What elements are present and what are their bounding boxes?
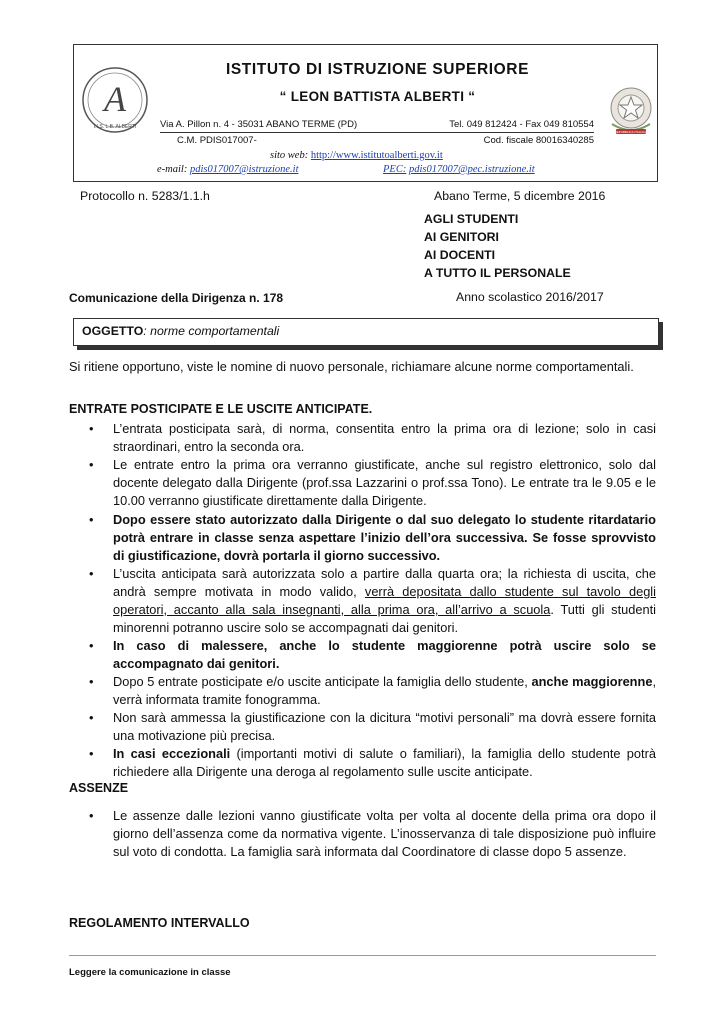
section-title-break-rules: REGOLAMENTO INTERVALLO (69, 916, 250, 930)
list-item-text: Non sarà ammessa la giustificazione con la dicitura “motivi personali” ma dovrà essere fornita una motivazione più precisa. (113, 710, 656, 743)
recipient-staff: A TUTTO IL PERSONALE (424, 266, 571, 280)
website-link[interactable]: http://www.istitutoalberti.gov.it (310, 150, 443, 161)
protocol-number: Protocollo n. 5283/1.1.h (80, 189, 210, 203)
school-address: Via A. Pillon n. 4 - 35031 ABANO TERME (PD) (160, 119, 358, 130)
list-item (89, 807, 656, 879)
bullet-icon: • (89, 638, 94, 653)
email-group (157, 164, 299, 175)
footer-divider (69, 955, 656, 956)
pec-link[interactable]: pdis017007@pec.istruzione.it (408, 164, 535, 175)
list-item (89, 673, 656, 709)
bold-text: In casi eccezionali (113, 746, 231, 761)
text-part: L’uscita anticipata sarà autorizzata solo a partire dalla quarta ora; la richiesta di uscita, che andrà sempre motivata in modo valido, (113, 566, 656, 599)
bullet-icon: • (89, 674, 94, 689)
text-part: Dopo 5 entrate posticipate e/o uscite anticipate la famiglia dello studente, (113, 674, 532, 689)
svg-text:A: A (104, 79, 126, 119)
website-line (270, 150, 443, 161)
list-item (89, 745, 656, 781)
bullet-icon: • (89, 457, 94, 472)
svg-text:I.I.S. L.B. ALBERTI: I.I.S. L.B. ALBERTI (93, 124, 137, 130)
list-item (89, 637, 656, 673)
recipient-parents: AI GENITORI (424, 230, 499, 244)
email-line (157, 164, 567, 178)
communication-number: Comunicazione della Dirigenza n. 178 (69, 291, 284, 305)
underlined-text: verrà depositata dallo studente sul tavolo degli operatori, accanto alla sala insegnanti, alla prima ora, all’arrivo a scuola (113, 584, 656, 617)
bullet-icon: • (89, 710, 94, 725)
pec-label: PEC: (383, 164, 407, 175)
bold-text: anche maggiorenne (531, 674, 653, 689)
svg-text:REPUBBLICA ITALIANA: REPUBBLICA ITALIANA (614, 130, 648, 134)
subject-box (73, 318, 659, 346)
school-name: “ LEON BATTISTA ALBERTI “ (279, 89, 476, 104)
place-date: Abano Terme, 5 dicembre 2016 (434, 189, 606, 203)
list-item (89, 420, 656, 456)
school-cm-code: C.M. PDIS017007- (177, 135, 257, 146)
website-label: sito web: (270, 150, 309, 161)
intro-paragraph: Si ritiene opportuno, viste le nomine di nuovo personale, richiamare alcune norme comportamentali. (69, 359, 634, 374)
school-logo (78, 66, 152, 136)
list-item-text (113, 673, 656, 709)
subject-text: : norme comportamentali (143, 324, 280, 338)
italian-republic-emblem (606, 78, 656, 148)
list-item-text: Dopo essere stato autorizzato dalla Dirigente o dal suo delegato lo studente ritardatario potrà entrare in classe senza aspettare l’inizio dell’ora successiva. Se fosse sprovvisto di giustificazione, dovrà portarla il giorno successivo. (113, 512, 656, 563)
bullet-icon: • (89, 746, 94, 761)
footer-note: Leggere la comunicazione in classe (69, 967, 231, 978)
school-type: ISTITUTO DI ISTRUZIONE SUPERIORE (225, 61, 530, 78)
list-item (89, 511, 656, 565)
section-title-entrances-exits: ENTRATE POSTICIPATE E LE USCITE ANTICIPATE. (69, 402, 373, 416)
list-item-text (113, 565, 656, 637)
email-label: e-mail: (157, 164, 188, 175)
list-item (89, 456, 656, 510)
subject (82, 324, 279, 338)
school-tax-code: Cod. fiscale 80016340285 (483, 135, 594, 146)
bullet-icon: • (89, 512, 94, 527)
bullet-icon: • (89, 566, 94, 581)
school-phone-fax: Tel. 049 812424 - Fax 049 810554 (449, 119, 594, 130)
bullet-icon: • (89, 808, 94, 823)
list-item-text: L’entrata posticipata sarà, di norma, consentita entro la prima ora di lezione; solo in casi straordinari, entro la seconda ora. (113, 421, 656, 454)
list-item-text: Le entrate entro la prima ora verranno giustificate, anche sul registro elettronico, solo dal docente delegato dalla Dirigente (prof.ssa Lazzarini o prof.ssa Tono). Le entrate tra le 9.05 e le 10.00 verranno giustificate direttamente dalla Dirigente. (113, 457, 656, 508)
recipient-students: AGLI STUDENTI (424, 212, 519, 226)
list-item-text: In caso di malessere, anche lo studente maggiorenne potrà uscire solo se accompagnato dai genitori. (113, 638, 656, 671)
section-title-absences: ASSENZE (69, 781, 129, 795)
text-part: . Tutti gli studenti minorenni potranno uscire solo se accompagnati dai genitori. (113, 602, 656, 635)
school-year: Anno scolastico 2016/2017 (456, 290, 604, 304)
address-line (160, 119, 594, 133)
list-item-text: Le assenze dalle lezioni vanno giustificate volta per volta al docente della prima ora dopo il giorno dell’assenza come da normativa vigente. L’inosservanza di tale disposizione può influire sul voto di condotta. La famiglia sarà informata dal Coordinatore di classe dopo 5 assenze. (113, 808, 656, 859)
subject-label: OGGETTO (82, 324, 144, 338)
codes-line (177, 135, 594, 148)
email-link[interactable]: pdis017007@istruzione.it (189, 164, 299, 175)
text-part: (importanti motivi di salute o familiari), la famiglia dello studente potrà richiedere alla Dirigente una deroga al regolamento sulle uscite anticipate. (113, 746, 656, 779)
bullet-icon: • (89, 421, 94, 436)
list-item (89, 565, 656, 637)
pec-group (383, 164, 535, 175)
text-part: , verrà informata tramite fonogramma. (113, 674, 657, 707)
list-item-text (113, 745, 656, 781)
recipient-teachers: AI DOCENTI (424, 248, 496, 262)
list-item (89, 709, 656, 745)
